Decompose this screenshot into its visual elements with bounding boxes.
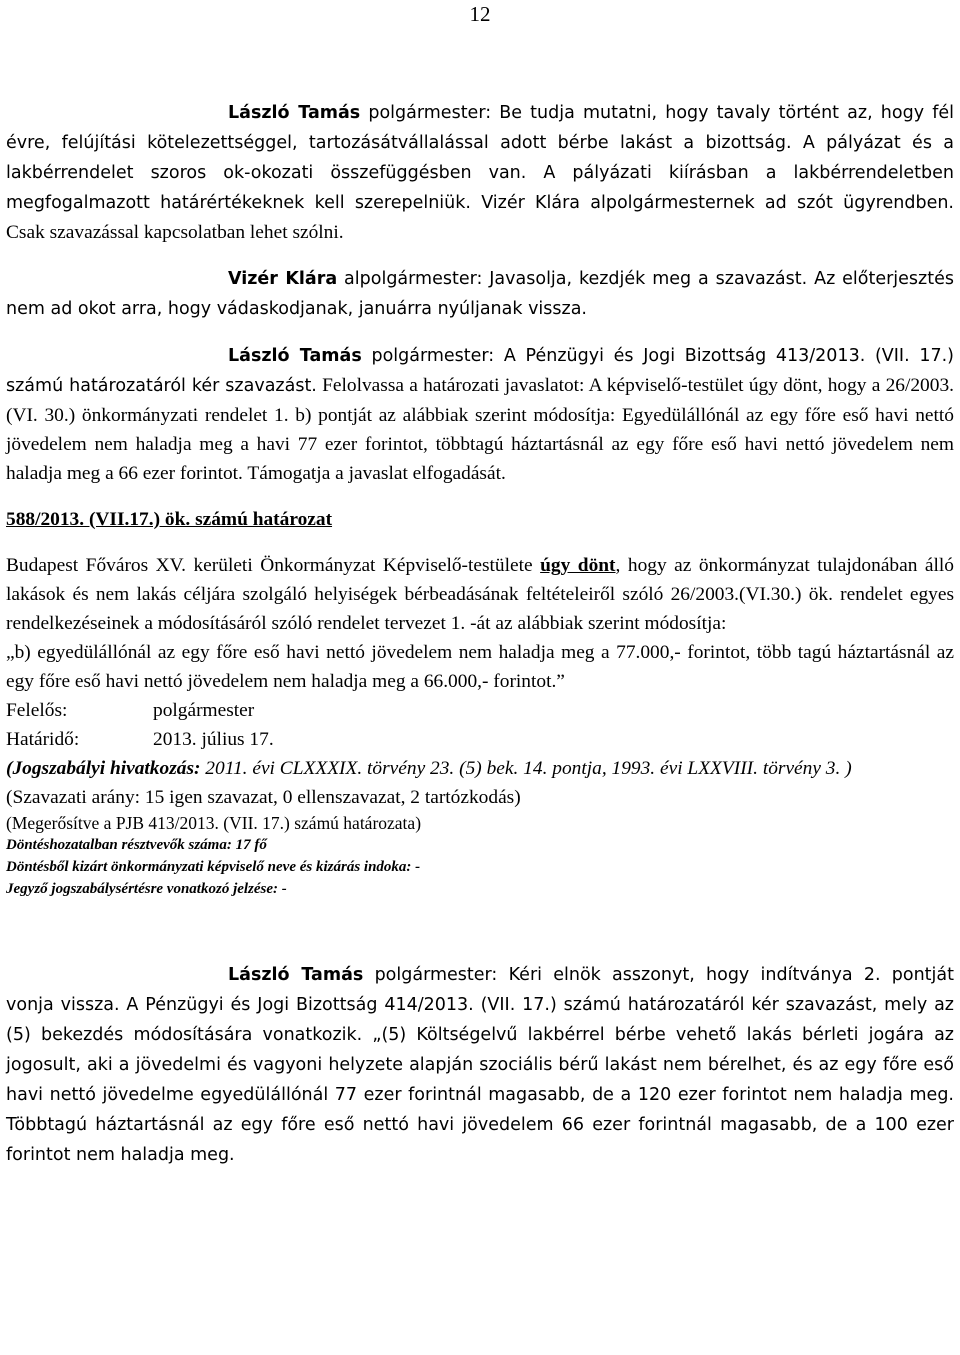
resolution-decision-keyword: úgy dönt [540, 555, 616, 576]
paragraph-text: polgármester: A Pénzügyi és Jogi Bizottság 413/2013. (VII. 17.) számú határozatáról kér szavazást. [6, 346, 954, 396]
responsible-label: Felelős: [6, 700, 68, 721]
speaker-name: László Tamás [228, 346, 362, 366]
paragraph-mayor-1 [6, 98, 954, 247]
paragraph-text-tail: Csak szavazással kapcsolatban lehet szólni. [6, 222, 344, 243]
legal-reference [6, 754, 954, 783]
paragraph-text: alpolgármester: Javasolja, kezdjék meg a szavazást. Az előterjesztés nem ad okot arra, hogy vádaskodjanak, januárra nyúljanak vissza. [6, 269, 954, 319]
responsible-value: polgármester [153, 700, 255, 721]
legal-reference-text: 2011. évi CLXXXIX. törvény 23. (5) bek. 14. pontja, 1993. évi LXXVIII. törvény 3. ) [200, 758, 852, 779]
resolution-body: Budapest Főváros XV. kerületi Önkormányzat Képviselő-testülete úgy dönt, hogy az önkormányzat tulajdonában álló lakások és nem lakás céljára szolgáló helyiségek bérbeadásának feltételeiről szóló 26/2003.(VI.30.) ök. rendelet egyes rendelkezéseinek a módosításáról szóló rendelet tervezet 1. -át az alábbiak szerint módosítja: [6, 555, 955, 634]
speaker-name: László Tamás [228, 965, 364, 985]
paragraph-mayor-2 [6, 341, 954, 488]
page-number: 12 [469, 2, 491, 26]
confirmation-note: (Megerősítve a PJB 413/2013. (VII. 17.) számú határozata) [6, 813, 422, 833]
legal-reference-label: (Jogszabályi hivatkozás: [6, 758, 201, 779]
resolution-title: 588/2013. (VII.17.) ök. számú határozat [6, 509, 333, 530]
resolution-quote: „b) egyedülállónál az egy főre eső havi nettó jövedelem nem haladja meg a 77.000,- forintot, több tagú háztartásnál az egy főre eső havi nettó jövedelem nem haladja meg a 66.000,- forintot.” [6, 642, 954, 692]
vote-ratio: (Szavazati arány: 15 igen szavazat, 0 ellenszavazat, 2 tartózkodás) [6, 787, 521, 808]
paragraph-mayor-3 [6, 960, 954, 1170]
notary-note: Jegyző jogszabálysértésre vonatkozó jelzése: - [6, 881, 287, 897]
responsible-line [6, 696, 954, 725]
speaker-name: Vizér Klára [228, 269, 338, 289]
paragraph-text: polgármester: Be tudja mutatni, hogy tavaly történt az, hogy fél évre, felújítási kötelezettséggel, tartozásátvállalással adott bérbe lakást a bizottság. A pályázat és a lakbérrendelet szoros ok-okozati összefüggésben van. A pályázati kiírásban a lakbérrendeletben megfogalmazott határértékeknek kell szerepelniük. Vizér Klára alpolgármesternek ad szót ügyrendben. [6, 103, 954, 213]
deadline-label: Határidő: [6, 729, 80, 750]
participants-count: Döntéshozatalban résztvevők száma: 17 fő [6, 837, 267, 853]
paragraph-text-proposal: Felolvassa a határozati javaslatot: A képviselő-testület úgy dönt, hogy a 26/2003. (VI. 30.) önkormányzati rendelet 1. b) pontját az alábbiak szerint módosítja: Egyedülállónál az egy főre eső havi nettó jövedelem nem haladja meg a havi 77 ezer forintot, többtagú háztartásnál az egy főre eső havi nettó jövedelem nem haladja meg a 66 ezer forintot. Támogatja a javaslat elfogadását. [6, 375, 954, 484]
deadline-value: 2013. július 17. [153, 729, 274, 750]
excluded-members: Döntésből kizárt önkormányzati képviselő neve és kizárás indoka: - [6, 859, 421, 875]
paragraph-text: polgármester: Kéri elnök asszonyt, hogy indítványa 2. pontját vonja vissza. A Pénzügyi és Jogi Bizottság 414/2013. (VII. 17.) számú határozatáról kér szavazást, mely az (5) bekezdés módosítására vonatkozik. „(5) Költségelvű lakbérrel bérbe vehető lakás bérleti jogára az jogosult, aki a jövedelmi és vagyoni helyzete alapján szociális bérű lakást nem bérelhet, és az egy főre eső havi nettó jövedelme egyedülállónál 77 ezer forintnál magasabb, de a 120 ezer forintot nem haladja meg. Többtagú háztartásnál az egy főre eső nettó havi jövedelem 66 ezer forintnál magasabb, de a 100 ezer forintot nem haladja meg. [6, 965, 954, 1165]
document-body [6, 98, 954, 1170]
paragraph-deputy-mayor [6, 264, 954, 324]
speaker-name: László Tamás [228, 103, 361, 123]
deadline-line [6, 725, 954, 754]
